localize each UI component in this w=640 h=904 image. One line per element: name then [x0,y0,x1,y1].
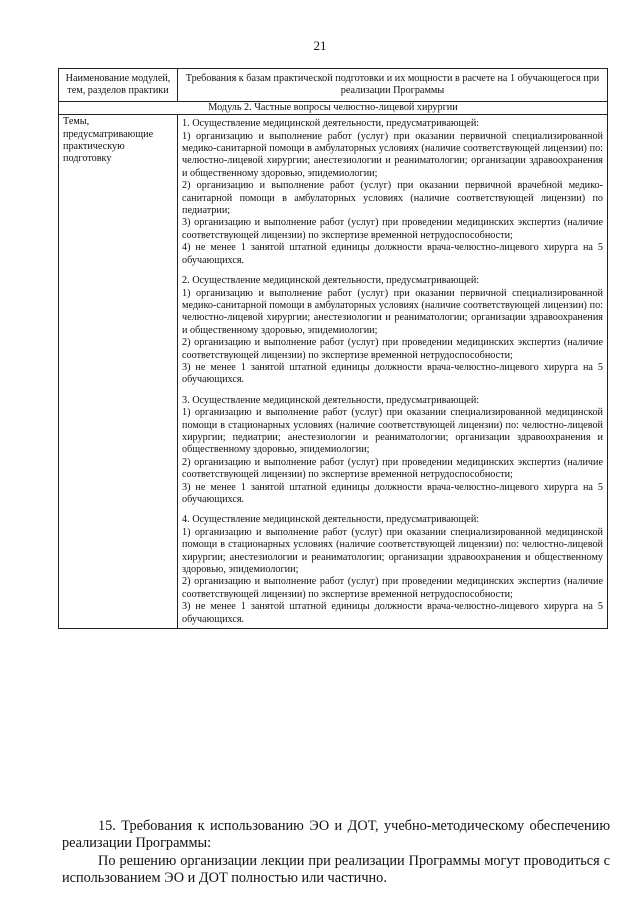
requirement-block-2 [182,275,603,387]
requirement-item: 2) организацию и выполнение работ (услуг) при проведении медицинских экспертиз (наличие соответствующей лицензии) по экспертизе временной нетрудоспособности; [182,456,603,481]
requirement-block-title: 1. Осуществление медицинской деятельности, предусматривающей: [182,118,480,130]
table-header-row [59,69,608,102]
requirements-table [58,68,608,629]
requirement-block-title: 3. Осуществление медицинской деятельности, предусматривающей: [182,394,480,406]
requirement-item: 1) организацию и выполнение работ (услуг) при оказании специализированной медицинской помощи в стационарных условиях (наличие соответствующей лицензии) по: челюстно-лицевой хирургии; педиатрии; анестезиологии и реаниматологии; организации здравоохранения и общественному здоровью, эпидемиологии; [182,407,603,456]
requirement-block-3 [182,395,603,507]
requirement-item: 1) организацию и выполнение работ (услуг) при оказании первичной специализированной медико-санитарной помощи в амбулаторных условиях (наличие соответствующей лицензии) по: челюстно-лицевой хирургии; анестезиологии и реаниматологии; организации здравоохранения и общественному здоровью, эпидемиологии; [182,287,603,336]
requirement-item: 3) не менее 1 занятой штатной единицы должности врача-челюстно-лицевого хирурга на 5 обучающихся. [182,361,603,386]
topic-label: Темы, предусматривающие практическую подготовку [59,115,178,629]
requirement-block-4 [182,514,603,626]
requirement-item: 1) организацию и выполнение работ (услуг) при оказании первичной специализированной медико-санитарной помощи в амбулаторных условиях (наличие соответствующей лицензии) по: челюстно-лицевой хирургии; анестезиологии и реаниматологии; организации здравоохранения и общественному здоровью, эпидемиологии; [182,130,603,179]
requirement-item: 2) организацию и выполнение работ (услуг) при проведении медицинских экспертиз (наличие соответствующей лицензии) по экспертизе временной нетрудоспособности; [182,576,603,600]
requirement-item: 3) организацию и выполнение работ (услуг) при проведении медицинских экспертиз (наличие соответствующей лицензии) по экспертизе временной нетрудоспособности; [182,217,603,241]
section-heading: 15. Требования к использованию ЭО и ДОТ, учебно-методическому обеспечению реализации Программы: [62,818,610,852]
requirement-item: 1) организацию и выполнение работ (услуг) при оказании специализированной медицинской помощи в стационарных условиях (наличие соответствующей лицензии) по: челюстно-лицевой хирургии; анестезиологии и реаниматологии; организации здравоохранения и общественному здоровью, эпидемиологии; [182,526,603,576]
header-modules-column: Наименование модулей, тем, разделов практики [59,69,178,102]
requirement-item: 3) не менее 1 занятой штатной единицы должности врача-челюстно-лицевого хирурга на 5 обучающихся. [182,481,603,505]
requirement-item: 3) не менее 1 занятой штатной единицы должности врача-челюстно-лицевого хирурга на 5 обучающихся. [182,601,603,625]
requirement-block-title: 4. Осуществление медицинской деятельности, предусматривающей: [182,514,480,526]
module-row [59,101,608,114]
module-title: Модуль 2. Частные вопросы челюстно-лицевой хирургии [59,101,608,114]
page-number: 21 [313,38,327,53]
section-15 [62,818,610,888]
requirement-item: 4) не менее 1 занятой штатной единицы должности врача-челюстно-лицевого хирурга на 5 обучающихся. [182,242,603,266]
table-row [59,115,608,629]
header-requirements-column: Требования к базам практической подготовки и их мощности в расчете на 1 обучающегося при реализации Программы [178,69,608,102]
section-body: По решению организации лекции при реализации Программы могут проводиться с использованием ЭО и ДОТ полностью или частично. [62,852,610,887]
requirement-item: 2) организацию и выполнение работ (услуг) при оказании первичной врачебной медико-санитарной помощи в амбулаторных условиях (наличие соответствующей лицензии) по педиатрии; [182,180,603,217]
requirement-block-title: 2. Осуществление медицинской деятельности, предусматривающей: [182,275,480,287]
requirement-item: 2) организацию и выполнение работ (услуг) при проведении медицинских экспертиз (наличие соответствующей лицензии) по экспертизе временной нетрудоспособности; [182,337,603,361]
requirements-cell [178,115,608,629]
requirement-block-1 [182,118,603,267]
